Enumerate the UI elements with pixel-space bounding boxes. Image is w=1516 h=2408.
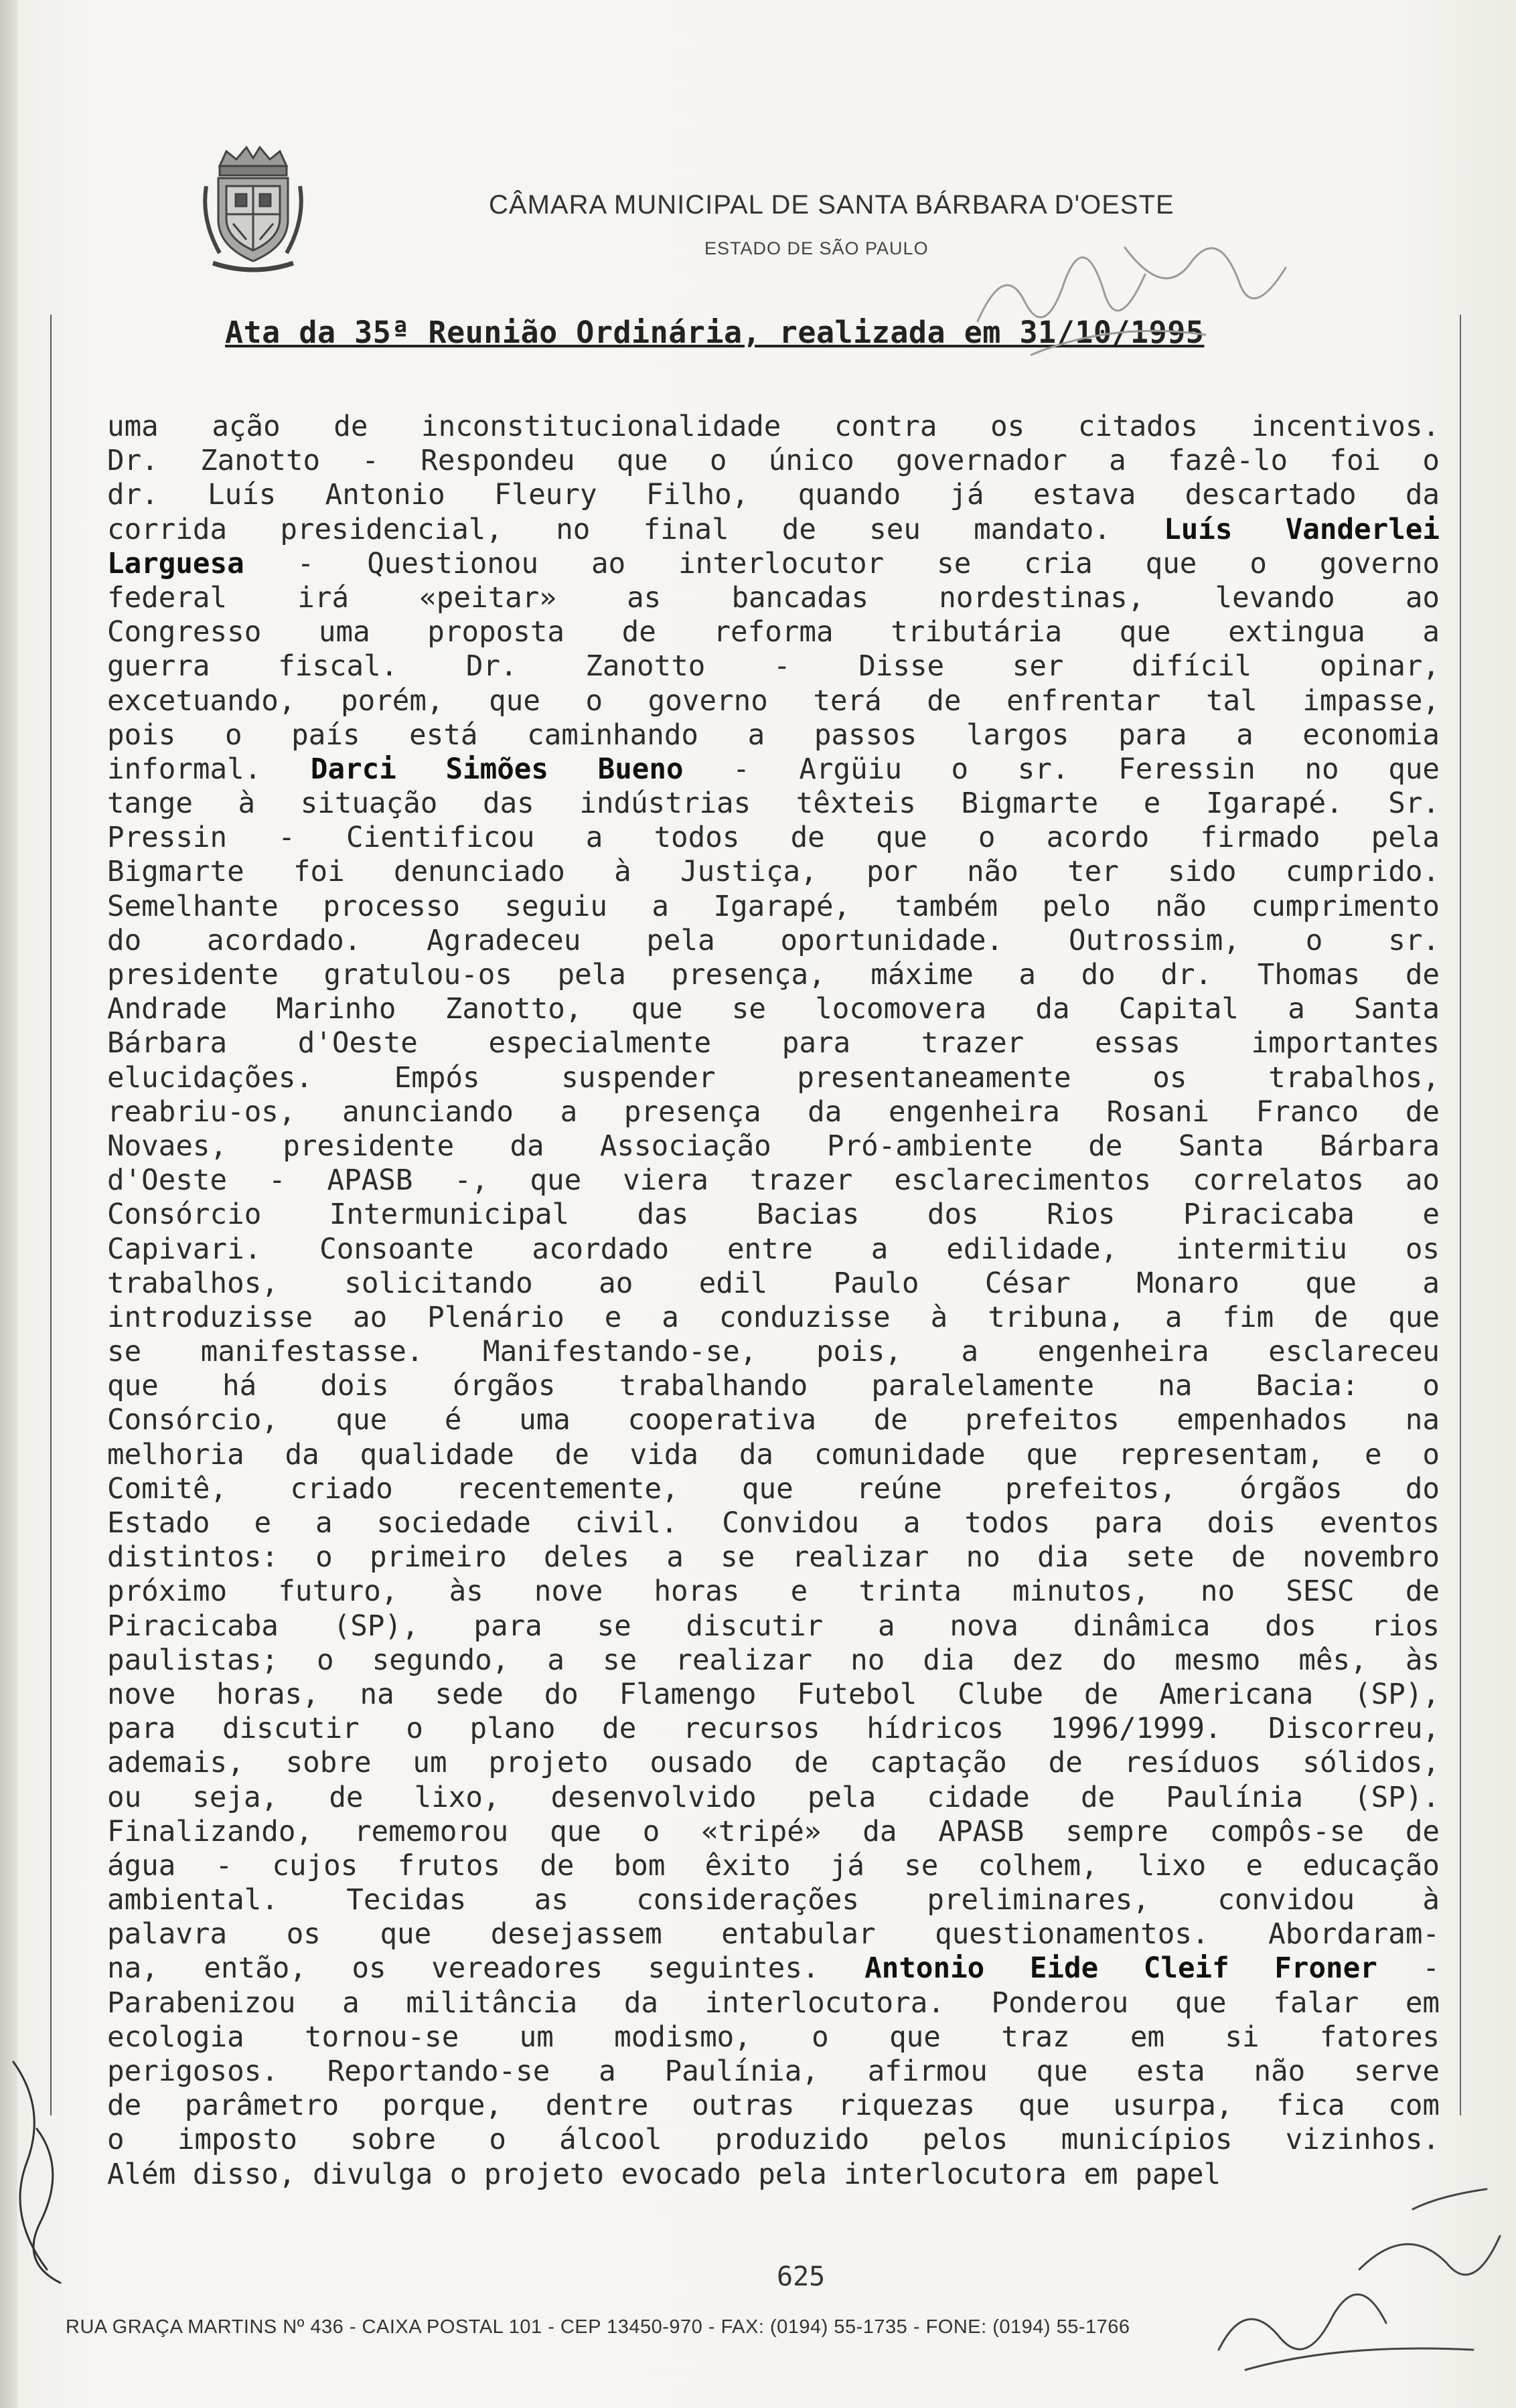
text-line <box>107 547 1440 581</box>
text-segment: distintos: o primeiro deles a se realizar no dia sete de novembro <box>107 1541 1440 1575</box>
text-segment: elucidações. Empós suspender presentaneamente os trabalhos, <box>107 1061 1440 1095</box>
text-line <box>107 1163 1440 1198</box>
text-line <box>107 1678 1440 1712</box>
text-line <box>107 1301 1440 1335</box>
text-segment: - <box>1377 1952 1440 1986</box>
text-segment: água - cujos frutos de bom êxito já se colhem, lixo e educação <box>107 1849 1440 1882</box>
text-segment: Capivari. Consoante acordado entre a edilidade, intermitiu os <box>107 1232 1440 1266</box>
text-line <box>107 1232 1440 1267</box>
text-segment: Congresso uma proposta de reforma tributária que extingua a <box>107 616 1440 649</box>
text-line <box>107 615 1440 649</box>
text-segment: guerra fiscal. Dr. Zanotto - Disse ser difícil opinar, <box>107 650 1440 684</box>
right-margin-rule <box>1460 315 1461 2115</box>
minutes-body <box>107 410 1440 2192</box>
text-line <box>107 1095 1440 1129</box>
text-line <box>107 1712 1440 1746</box>
text-line <box>107 2158 1440 2192</box>
page-edge-shadow <box>0 0 17 2408</box>
text-line <box>107 1781 1440 1815</box>
text-segment: excetuando, porém, que o governo terá de enfrentar tal impasse, <box>107 684 1440 718</box>
text-segment: reabriu-os, anunciando a presença da engenheira Rosani Franco de <box>107 1095 1440 1129</box>
text-segment: que há dois órgãos trabalhando paralelamente na Bacia: o <box>107 1370 1440 1403</box>
left-margin-rule <box>50 315 52 2115</box>
speaker-name: Antonio Eide Cleif Froner <box>864 1952 1377 1986</box>
text-segment: palavra os que desejassem entabular questionamentos. Abordaram- <box>107 1918 1440 1951</box>
text-line <box>107 2055 1440 2089</box>
speaker-name: Larguesa <box>107 547 244 580</box>
text-segment: corrida presidencial, no final de seu mandato. <box>107 513 1164 546</box>
text-line <box>107 1575 1440 1609</box>
text-line <box>107 2123 1440 2157</box>
text-segment: melhoria da qualidade de vida da comunidade que representam, e o <box>107 1438 1440 1471</box>
text-line <box>107 1472 1440 1506</box>
text-line <box>107 1917 1440 1951</box>
text-line <box>107 1438 1440 1472</box>
text-line <box>107 1643 1440 1678</box>
text-line <box>107 1540 1440 1575</box>
text-segment: ou seja, de lixo, desenvolvido pela cidade de Paulínia (SP). <box>107 1781 1440 1814</box>
text-line <box>107 924 1440 958</box>
text-segment: Piracicaba (SP), para se discutir a nova dinâmica dos rios <box>107 1609 1440 1643</box>
text-segment: Parabenizou a militância da interlocutora. Ponderou que falar em <box>107 1986 1440 2020</box>
text-segment: ambiental. Tecidas as considerações preliminares, convidou à <box>107 1884 1440 1917</box>
text-segment: ademais, sobre um projeto ousado de captação de resíduos sólidos, <box>107 1747 1440 1780</box>
text-line <box>107 478 1440 512</box>
text-line <box>107 1198 1440 1232</box>
chamber-name: CÂMARA MUNICIPAL DE SANTA BÁRBARA D'OESTE <box>489 190 1174 220</box>
text-segment: Consórcio, que é uma cooperativa de prefeitos empenhados na <box>107 1404 1440 1437</box>
text-line <box>107 787 1440 821</box>
text-segment: Bigmarte foi denunciado à Justiça, por não ter sido cumprido. <box>107 856 1440 889</box>
text-segment: informal. <box>107 752 311 786</box>
text-segment: Finalizando, rememorou que o «tripé» da APASB sempre compôs-se de <box>107 1815 1440 1848</box>
text-line <box>107 992 1440 1026</box>
text-line <box>107 1986 1440 2020</box>
text-segment: trabalhos, solicitando ao edil Paulo César Monaro que a <box>107 1267 1440 1300</box>
text-line <box>107 752 1440 787</box>
state-name: ESTADO DE SÃO PAULO <box>704 238 929 258</box>
text-segment: d'Oeste - APASB -, que viera trazer esclarecimentos correlatos ao <box>107 1164 1440 1198</box>
text-segment: Pressin - Cientificou a todos de que o acordo firmado pela <box>107 821 1440 855</box>
text-segment: introduzisse ao Plenário e a conduzisse à tribuna, a fim de que <box>107 1301 1440 1334</box>
handwritten-signature-bottom <box>1205 2182 1513 2383</box>
text-segment: Bárbara d'Oeste especialmente para trazer essas importantes <box>107 1027 1440 1060</box>
footer-address: RUA GRAÇA MARTINS Nº 436 - CAIXA POSTAL 101 - CEP 13450-970 - FAX: (0194) 55-1735 - FONE: (0194) 55-1766 <box>66 2316 1130 2338</box>
text-line <box>107 890 1440 924</box>
text-segment: Andrade Marinho Zanotto, que se locomovera da Capital a Santa <box>107 993 1440 1026</box>
text-segment: para discutir o plano de recursos hídricos 1996/1999. Discorreu, <box>107 1712 1440 1746</box>
text-segment: do acordado. Agradeceu pela oportunidade. Outrossim, o sr. <box>107 924 1440 957</box>
minutes-heading: Ata da 35ª Reunião Ordinária, realizada em 31/10/1995 <box>225 315 1205 350</box>
text-line <box>107 649 1440 684</box>
text-line <box>107 855 1440 889</box>
text-segment: dr. Luís Antonio Fleury Filho, quando já estava descartado da <box>107 479 1440 512</box>
text-line <box>107 1369 1440 1403</box>
speaker-name: Darci Simões Bueno <box>310 752 684 786</box>
text-segment: federal irá «peitar» as bancadas nordestinas, levando ao <box>107 581 1440 615</box>
text-line <box>107 1267 1440 1301</box>
text-segment: - Argüiu o sr. Feressin no que <box>683 752 1440 786</box>
text-segment: Dr. Zanotto - Respondeu que o único governador a fazê-lo foi o <box>107 445 1440 478</box>
text-line <box>107 410 1440 444</box>
text-line <box>107 2020 1440 2055</box>
text-segment: Além disso, divulga o projeto evocado pela interlocutora em papel <box>107 2158 1221 2191</box>
text-segment: perigosos. Reportando-se a Paulínia, afirmou que esta não serve <box>107 2055 1440 2088</box>
text-segment: Estado e a sociedade civil. Convidou a todos para dois eventos <box>107 1507 1440 1540</box>
text-line <box>107 513 1440 547</box>
text-segment: se manifestasse. Manifestando-se, pois, a engenheira esclareceu <box>107 1336 1440 1369</box>
text-segment: Comitê, criado recentemente, que reúne prefeitos, órgãos do <box>107 1472 1440 1506</box>
page-number: 625 <box>777 2261 826 2292</box>
text-segment: paulistas; o segundo, a se realizar no dia dez do mesmo mês, às <box>107 1643 1440 1677</box>
text-line <box>107 1403 1440 1437</box>
text-line <box>107 684 1440 718</box>
text-line <box>107 581 1440 615</box>
text-line <box>107 1951 1440 1986</box>
municipal-coat-of-arms-icon <box>200 139 307 273</box>
text-segment: nove horas, na sede do Flamengo Futebol Clube de Americana (SP), <box>107 1678 1440 1711</box>
text-line <box>107 1746 1440 1780</box>
text-segment: uma ação de inconstitucionalidade contra os citados incentivos. <box>107 410 1440 443</box>
text-segment: o imposto sobre o álcool produzido pelos municípios vizinhos. <box>107 2123 1440 2157</box>
text-line <box>107 718 1440 752</box>
text-segment: Semelhante processo seguiu a Igarapé, também pelo não cumprimento <box>107 890 1440 923</box>
text-segment: pois o país está caminhando a passos largos para a economia <box>107 718 1440 752</box>
text-line <box>107 958 1440 992</box>
text-line <box>107 1815 1440 1849</box>
text-segment: próximo futuro, às nove horas e trinta minutos, no SESC de <box>107 1575 1440 1609</box>
text-segment: - Questionou ao interlocutor se cria que o governo <box>244 547 1440 580</box>
text-segment: ecologia tornou-se um modismo, o que traz em si fatores <box>107 2020 1440 2054</box>
text-segment: Consórcio Intermunicipal das Bacias dos Rios Piracicaba e <box>107 1198 1440 1232</box>
text-line <box>107 1609 1440 1643</box>
text-segment: de parâmetro porque, dentre outras riquezas que usurpa, fica com <box>107 2089 1440 2123</box>
text-line <box>107 1026 1440 1060</box>
handwritten-signature-top <box>951 221 1299 375</box>
text-line <box>107 444 1440 478</box>
text-line <box>107 1129 1440 1163</box>
text-line <box>107 821 1440 855</box>
text-line <box>107 1335 1440 1369</box>
text-line <box>107 1883 1440 1917</box>
text-segment: tange à situação das indústrias têxteis Bigmarte e Igarapé. Sr. <box>107 787 1440 821</box>
text-segment: Novaes, presidente da Associação Pró-ambiente de Santa Bárbara <box>107 1129 1440 1163</box>
text-line <box>107 1061 1440 1095</box>
speaker-name: Luís Vanderlei <box>1164 513 1440 546</box>
text-line <box>107 1506 1440 1540</box>
text-segment: na, então, os vereadores seguintes. <box>107 1952 865 1986</box>
text-line <box>107 2089 1440 2123</box>
text-segment: presidente gratulou-os pela presença, máxime a do dr. Thomas de <box>107 959 1440 991</box>
text-line <box>107 1849 1440 1883</box>
